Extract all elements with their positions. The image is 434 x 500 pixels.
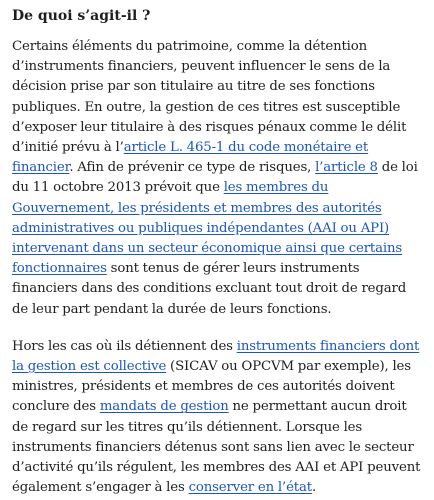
paragraph-1-text-4: sont tenus de gérer leurs instruments financiers dans des conditions excluant tout droit de regard de leur part pendant la durée de leurs fonctions. xyxy=(12,261,407,317)
link-article-l465-1[interactable]: article L. 465-1 du code monétaire et financier xyxy=(12,140,369,176)
paragraph-2-text-2: (SICAV ou OPCVM par exemple), les ministres, présidents et membres de ces autorités doivent conclure des xyxy=(12,359,411,415)
paragraph-2-text-4: . xyxy=(311,480,317,496)
paragraph-2-text-3: ne permettant aucun droit de regard sur les titres qu’ils détiennent. Lorsque les instruments financiers détenus sont sans lien avec le secteur d’activité qu’ils régulent, les membres des AAI et API peuvent également s’engager à les xyxy=(12,399,421,496)
paragraph-1-text-1: Certains éléments du patrimoine, comme la détention d’instruments financiers, peuvent influencer le sens de la décision prise par son titulaire au titre de ses fonctions publiques. En outre, la gestion de ces titres est susceptible d’exposer leur titulaire à des risques pénaux comme le délit d’initié prévu à l’ xyxy=(12,39,407,156)
paragraph-2-text-1: Hors les cas où ils détiennent des xyxy=(12,338,237,354)
paragraph-1-text-2: . Afin de prévenir ce type de risques, xyxy=(69,160,316,176)
link-mandats-de-gestion[interactable]: mandats de gestion xyxy=(99,399,229,415)
link-collective-instruments[interactable]: instruments financiers dont la gestion est collective xyxy=(12,338,420,375)
link-persons-concerned[interactable]: les membres du Gouvernement, les présidents et membres des autorités administratives ou publiques indépendantes (AAI ou API) intervenant dans un secteur économique ainsi que certains fonctionnaires xyxy=(12,180,403,277)
section-heading: De quoi s’agit-il ? xyxy=(12,8,151,24)
paragraph-1-text-3: de loi du 11 octobre 2013 prévoit que xyxy=(12,160,418,196)
link-conserver-en-l-etat[interactable]: conserver en l’état xyxy=(188,480,312,496)
link-article-8[interactable]: l’article 8 xyxy=(315,160,378,176)
paragraph-1 xyxy=(12,37,424,320)
paragraph-2 xyxy=(12,337,424,499)
